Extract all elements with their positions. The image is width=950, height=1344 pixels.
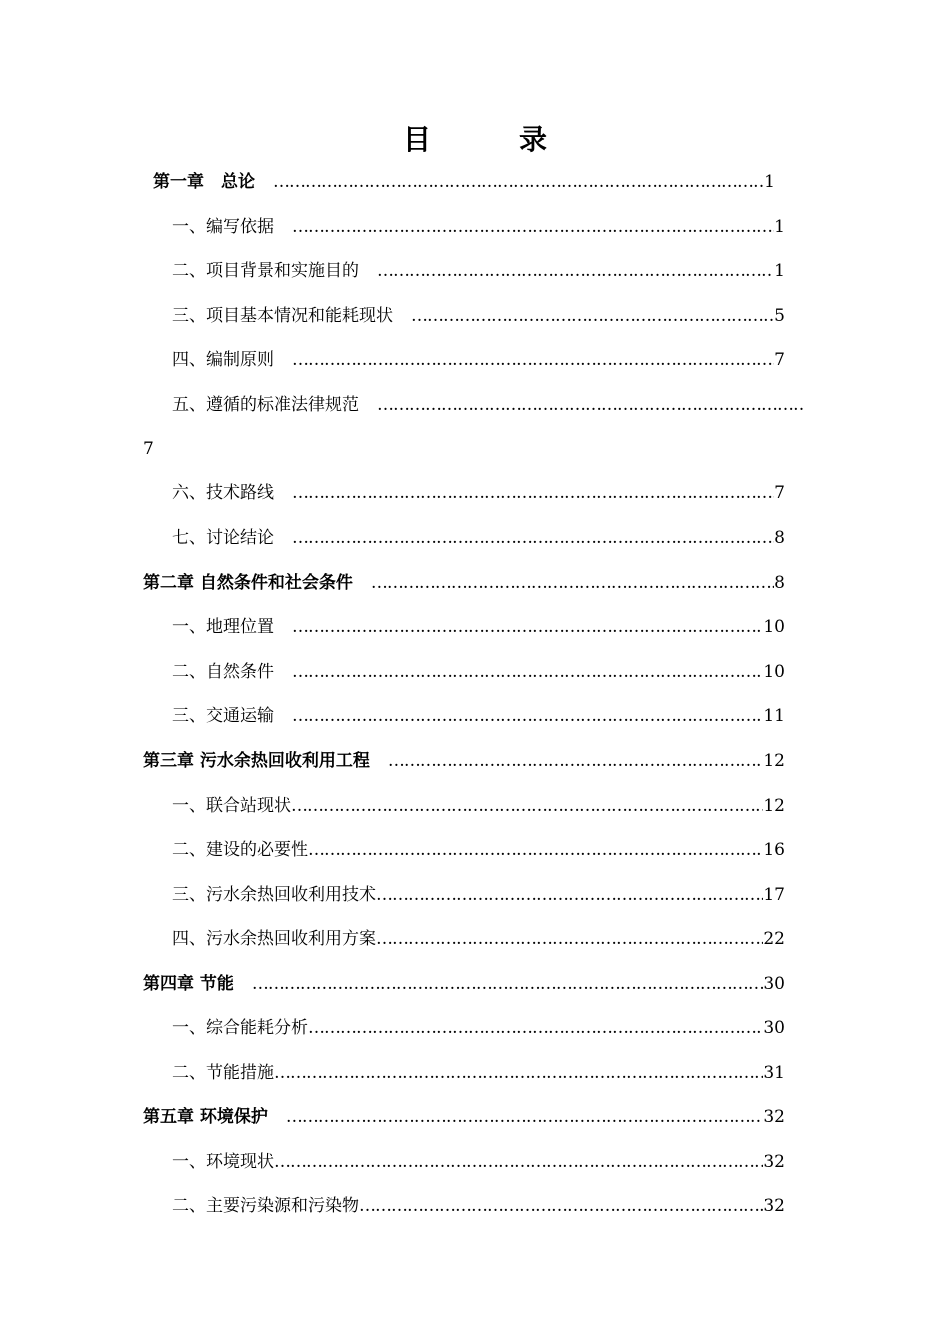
toc-section-entry[interactable]: [172, 212, 785, 242]
toc-entry-title: 七、讨论结论: [172, 528, 274, 548]
dot-leader: [388, 746, 763, 776]
dot-leader: [274, 1058, 763, 1088]
dot-leader: [252, 969, 763, 999]
toc-page-number: 11: [763, 706, 785, 726]
toc-entry-title: 二、项目背景和实施目的: [172, 261, 359, 281]
toc-section-entry[interactable]: [172, 478, 785, 508]
toc-page-number: 32: [763, 1152, 785, 1172]
dot-leader: [308, 1013, 763, 1043]
page-title: 目 录: [402, 123, 577, 156]
toc-page-number: 10: [763, 617, 785, 637]
toc-page-number: 30: [763, 974, 785, 994]
toc-entry-title: 第五章 环境保护: [143, 1107, 268, 1127]
toc-section-entry[interactable]: [172, 523, 785, 553]
toc-page-number: 22: [763, 929, 785, 949]
toc-entry-title: 一、环境现状: [172, 1152, 274, 1172]
toc-section-entry[interactable]: [172, 701, 785, 731]
toc-page-number: 31: [763, 1063, 785, 1083]
dot-leader: [376, 880, 763, 910]
dot-leader: [371, 568, 774, 598]
toc-section-entry[interactable]: [172, 1147, 785, 1177]
toc-chapter-entry[interactable]: [143, 746, 785, 776]
toc-page-number: 7: [774, 483, 785, 503]
toc-entry-title: 四、编制原则: [172, 350, 274, 370]
dot-leader: [292, 612, 763, 642]
dot-leader: [292, 345, 774, 375]
toc-entry-title: 四、污水余热回收利用方案: [172, 929, 376, 949]
dot-leader: [308, 835, 763, 865]
dot-leader: [377, 256, 774, 286]
toc-entry-title: 一、编写依据: [172, 217, 274, 237]
toc-entry-title: 第一章 总论: [153, 172, 255, 192]
toc-section-entry[interactable]: [172, 612, 785, 642]
toc-entry-title: 三、交通运输: [172, 706, 274, 726]
toc-page-number: 8: [774, 573, 785, 593]
toc-page-number: 1: [774, 261, 785, 281]
toc-page-number: 1: [764, 172, 775, 192]
dot-leader: [292, 701, 763, 731]
dot-leader: [292, 212, 774, 242]
toc-page-number: 7: [143, 439, 154, 459]
toc-page-number: 12: [763, 796, 785, 816]
toc-section-entry[interactable]: [172, 1191, 785, 1221]
dot-leader: [292, 478, 774, 508]
toc-page-number: 1: [774, 217, 785, 237]
toc-entry-title: 第二章 自然条件和社会条件: [143, 573, 353, 593]
toc-page-number: 12: [763, 751, 785, 771]
toc-entry-title: 一、联合站现状: [172, 796, 291, 816]
toc-section-entry[interactable]: [172, 880, 785, 910]
toc-chapter-entry[interactable]: [143, 969, 785, 999]
toc-chapter-entry[interactable]: [143, 1102, 785, 1132]
toc-page-number: 8: [774, 528, 785, 548]
toc-entry-title: 二、节能措施: [172, 1063, 274, 1083]
dot-leader: [376, 924, 763, 954]
toc-section-entry[interactable]: [172, 345, 785, 375]
toc-chapter-entry[interactable]: [143, 568, 785, 598]
toc-entry-title: 第四章 节能: [143, 974, 234, 994]
toc-page-number: 10: [763, 662, 785, 682]
toc-section-entry[interactable]: [172, 301, 785, 331]
toc-section-entry[interactable]: [172, 657, 785, 687]
toc-entry-title: 一、综合能耗分析: [172, 1018, 308, 1038]
toc-page-number: 32: [763, 1196, 785, 1216]
toc-page-number: 17: [763, 885, 785, 905]
toc-section-entry[interactable]: [172, 390, 805, 420]
dot-leader: [377, 390, 805, 420]
toc-page-number: 32: [763, 1107, 785, 1127]
toc-entry-title: 六、技术路线: [172, 483, 274, 503]
toc-entry-title: 三、污水余热回收利用技术: [172, 885, 376, 905]
toc-entry-title: 一、地理位置: [172, 617, 274, 637]
toc-section-entry[interactable]: [172, 791, 785, 821]
dot-leader: [291, 791, 763, 821]
toc-entry-title: 二、自然条件: [172, 662, 274, 682]
toc-section-entry[interactable]: [172, 1013, 785, 1043]
toc-chapter-entry[interactable]: [153, 167, 775, 197]
dot-leader: [292, 657, 763, 687]
dot-leader: [274, 1147, 763, 1177]
toc-page-number: 30: [763, 1018, 785, 1038]
dot-leader: [286, 1102, 763, 1132]
toc-section-entry[interactable]: [172, 924, 785, 954]
dot-leader: [273, 167, 764, 197]
dot-leader: [411, 301, 774, 331]
toc-page-number: 16: [763, 840, 785, 860]
dot-leader: [292, 523, 774, 553]
toc-entry-title: 三、项目基本情况和能耗现状: [172, 306, 393, 326]
toc-page-number: 7: [774, 350, 785, 370]
toc-entry-title: 五、遵循的标准法律规范: [172, 395, 359, 415]
toc-entry-title: 第三章 污水余热回收利用工程: [143, 751, 370, 771]
toc-section-entry[interactable]: [172, 1058, 785, 1088]
toc-section-entry[interactable]: [172, 835, 785, 865]
toc-section-entry[interactable]: [172, 256, 785, 286]
toc-entry-title: 二、建设的必要性: [172, 840, 308, 860]
toc-entry-title: 二、主要污染源和污染物: [172, 1196, 359, 1216]
toc-page-number: 5: [774, 306, 785, 326]
dot-leader: [359, 1191, 763, 1221]
